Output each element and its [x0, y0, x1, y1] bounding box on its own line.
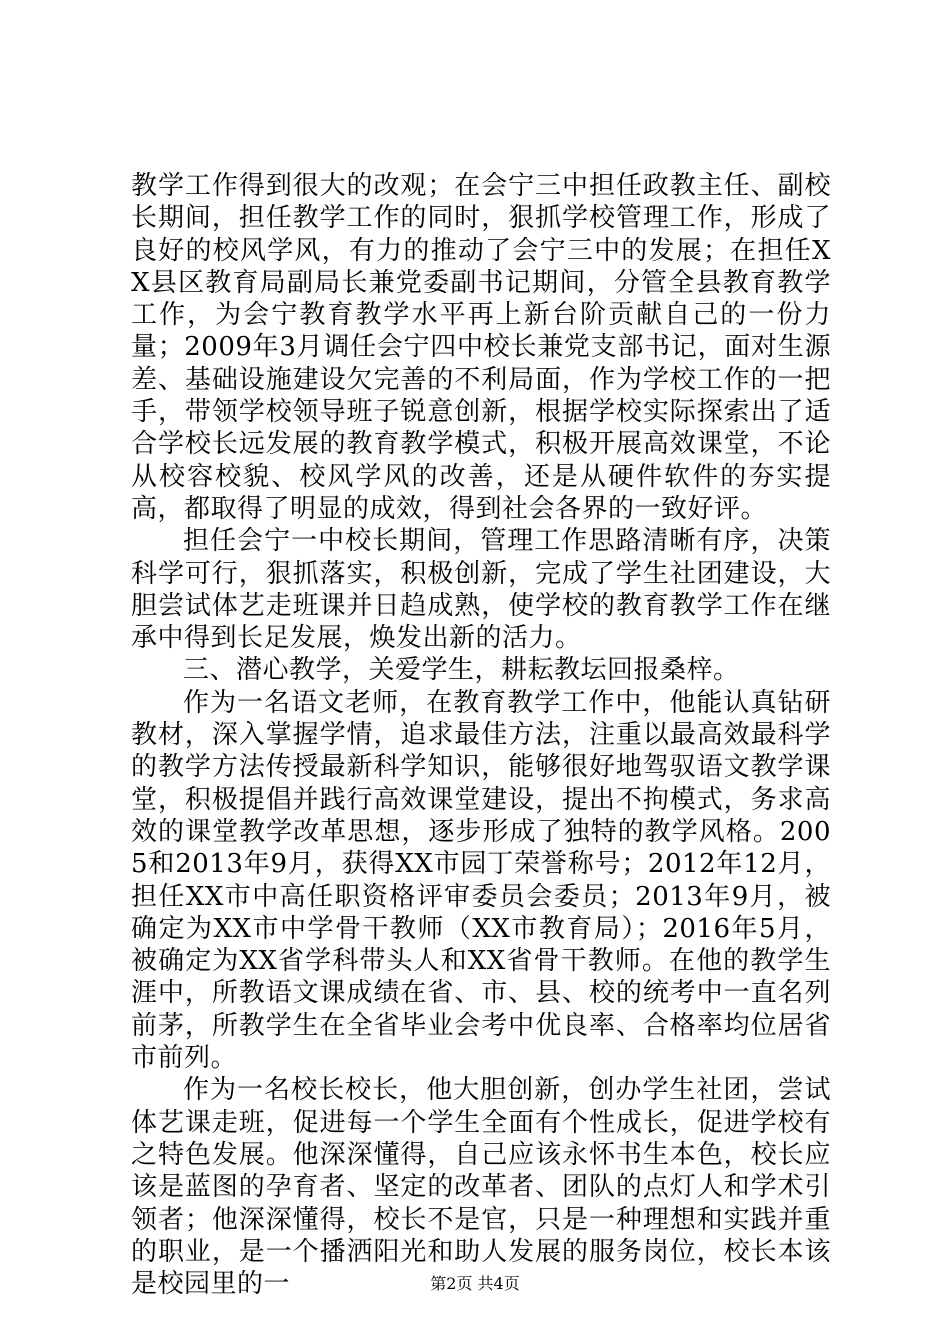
paragraph-2: 担任会宁一中校长期间，管理工作思路清晰有序，决策科学可行，狠抓落实，积极创新，完成了学生社团建设，大胆尝试体艺走班课并日趋成熟，使学校的教育教学工作在继承中得到长足发展，焕发出新的活力。	[131, 526, 831, 654]
section-heading: 三、潜心教学，关爱学生，耕耘教坛回报桑梓。	[183, 655, 740, 686]
page-number-footer: 第2页 共4页	[430, 1274, 520, 1293]
paragraph-1: 教学工作得到很大的改观；在会宁三中担任政教主任、副校长期间，担任教学工作的同时，狠抓学校管理工作，形成了良好的校风学风，有力的推动了会宁三中的发展；在担任XX县区教育局副局长兼党委副书记期间，分管全县教育教学工作，为会宁教育教学水平再上新台阶贡献自己的一份力量；2009年3月调任会宁四中校长兼党支部书记，面对生源差、基础设施建设欠完善的不利局面，作为学校工作的一把手，带领学校领导班子锐意创新，根据学校实际探索出了适合学校长远发展的教育教学模式，积极开展高效课堂，不论从校容校貌、校风学风的改善，还是从硬件软件的夯实提高，都取得了明显的成效，得到社会各界的一致好评。	[131, 171, 831, 524]
paragraph-3: 作为一名语文老师，在教育教学工作中，他能认真钻研教材，深入掌握学情，追求最佳方法，注重以最高效最科学的教学方法传授最新科学知识，能够很好地驾驭语文教学课堂，积极提倡并践行高效课堂建设，提出不拘模式，务求高效的课堂教学改革思想，逐步形成了独特的教学风格。2005和2013年9月，获得XX市园丁荣誉称号；2012年12月，担任XX市中高任职资格评审委员会委员；2013年9月，被确定为XX市中学骨干教师（XX市教育局）；2016年5月，被确定为XX省学科带头人和XX省骨干教师。在他的教学生涯中，所教语文课成绩在省、市、县、校的统考中一直名列前茅，所教学生在全省毕业会考中优良率、合格率均位居省市前列。	[131, 687, 831, 1074]
document-body	[131, 170, 831, 1300]
paragraph-4: 作为一名校长校长，他大胆创新，创办学生社团，尝试体艺课走班，促进每一个学生全面有个性成长，促进学校有之特色发展。他深深懂得，自己应该永怀书生本色，校长应该是蓝图的孕育者、坚定的改革者、团队的点灯人和学术引领者；他深深懂得，校长不是官，只是一种理想和实践并重的职业，是一个播洒阳光和助人发展的服务岗位，校长本该是校园里的一	[131, 1075, 831, 1300]
